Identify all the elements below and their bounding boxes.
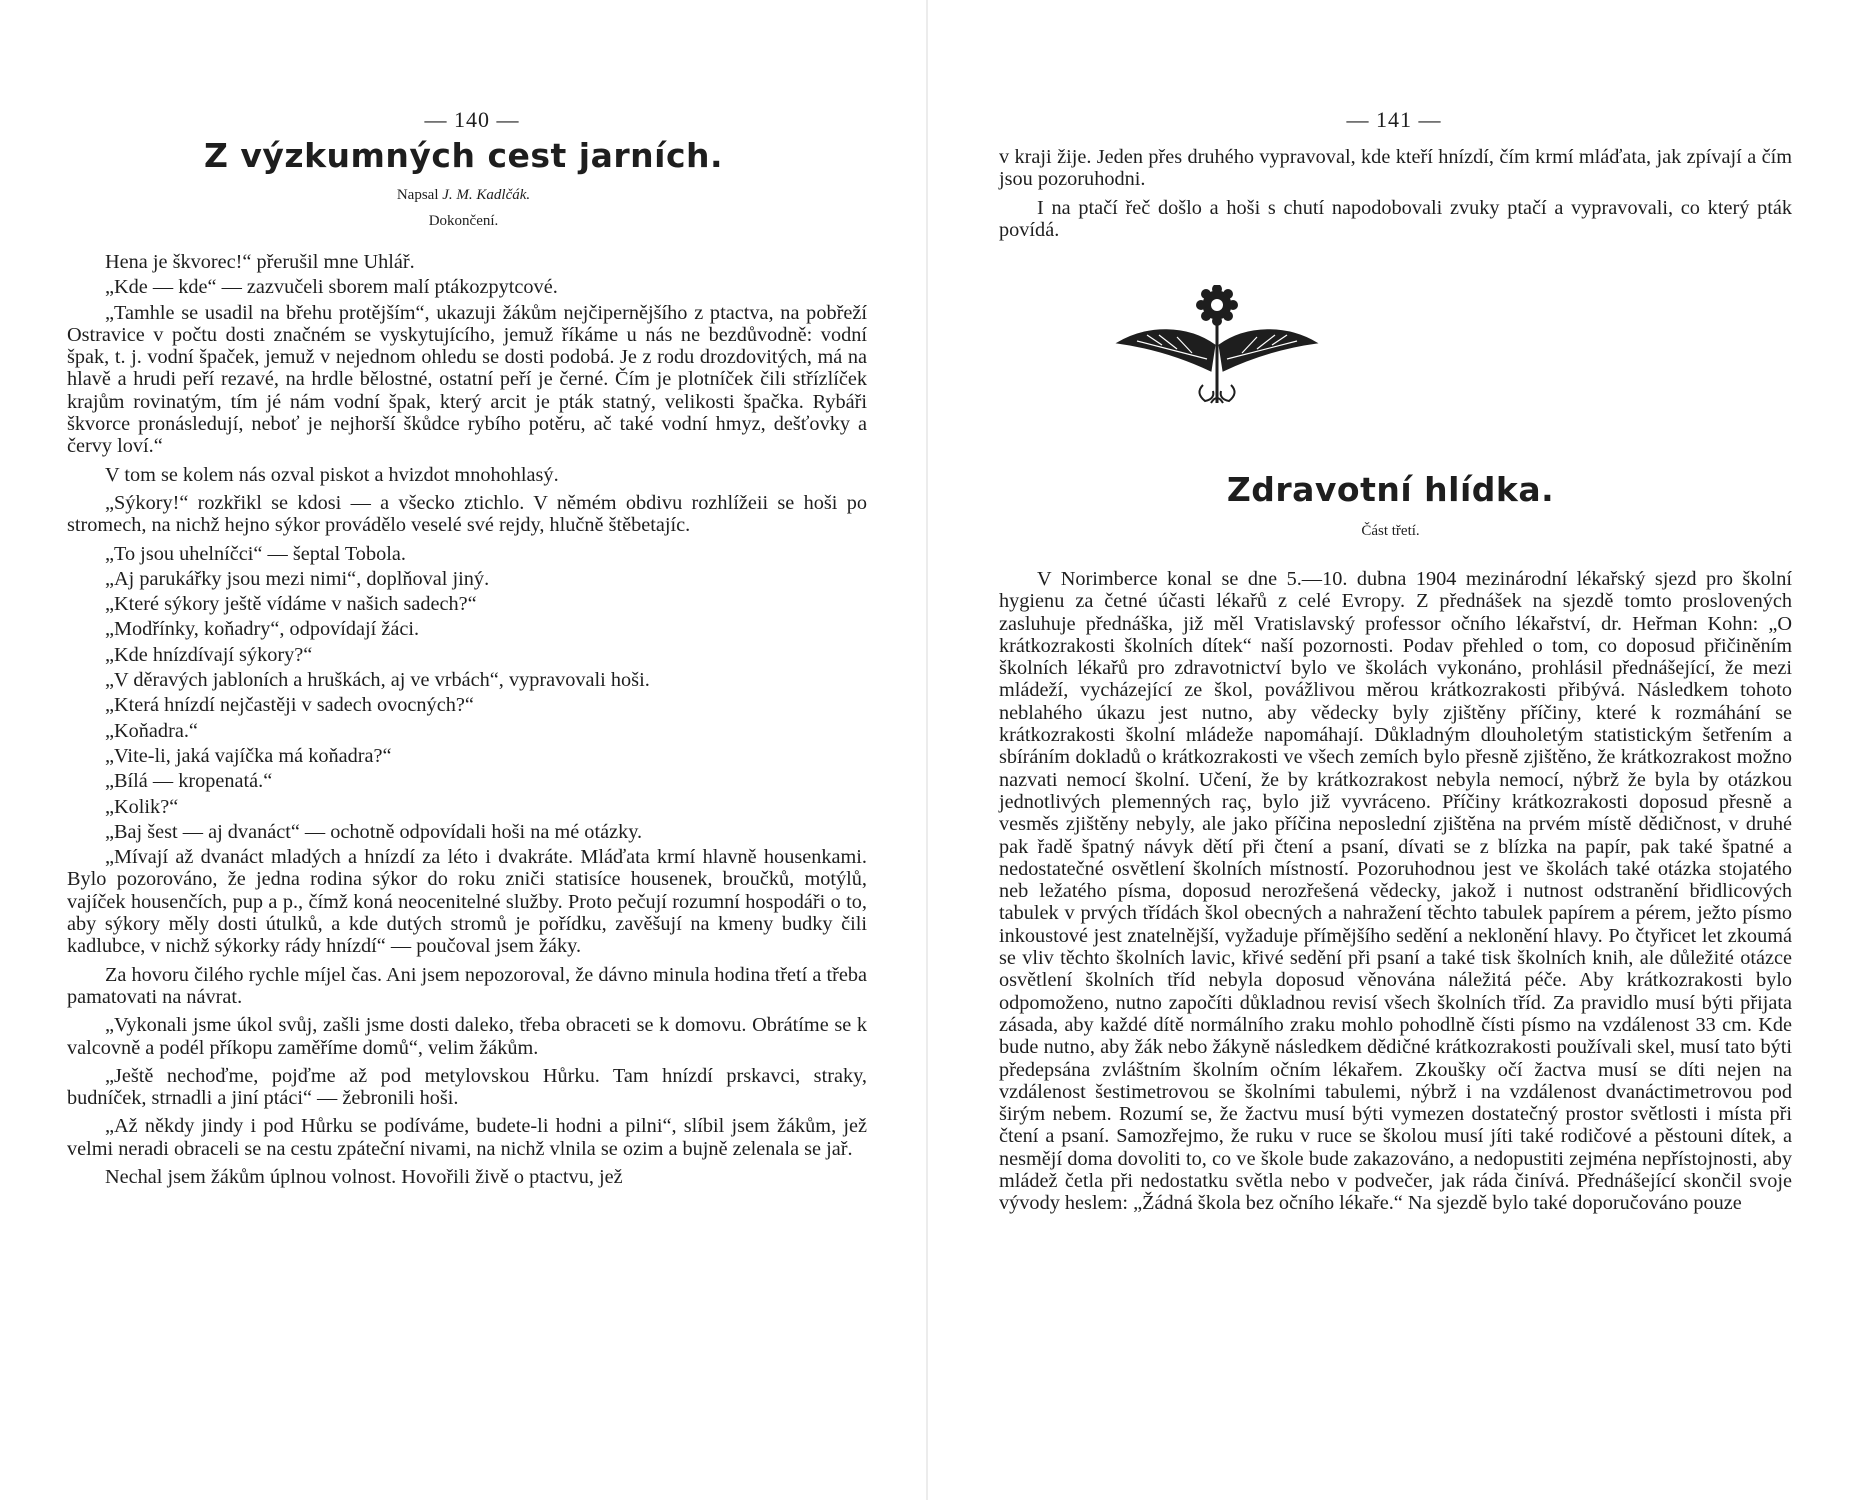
article-subtitle: Dokončení. <box>428 213 499 229</box>
page-number: — 140 — <box>424 107 520 132</box>
paragraph: „Modřínky, koňadry“, odpovídají žáci. <box>105 618 420 641</box>
paragraph: „Kolik?“ <box>105 795 179 818</box>
continuation-text <box>999 146 1792 241</box>
left-text-column <box>67 251 867 1188</box>
paragraph: „Koňadra.“ <box>105 719 198 742</box>
paragraph: „V děravých jabloních a hruškách, aj ve vrbách“, vypravovali hoši. <box>105 669 650 692</box>
paragraph: „Kde hnízdívají sýkory?“ <box>105 643 313 666</box>
paragraph: Za hovoru čilého rychle míjel čas. Ani jsem nepozoroval, že dávno minula hodina třetí a třeba pamatovati na návrat. <box>67 963 867 1008</box>
paragraph: „Baj šest — aj dvanáct“ — ochotně odpovídali hoši na mé otázky. <box>105 820 643 843</box>
paragraph: „Ještě nechoďme, pojďme až pod metylovskou Hůrku. Tam hnízdí prskavci, straky, budníček, strnadli a jiní ptáci“ — žebronili hoši. <box>67 1064 867 1110</box>
right-text-column <box>999 568 1792 1215</box>
paragraph: Nechal jsem žákům úplnou volnost. Hovořili živě o ptactvu, jež <box>105 1165 623 1188</box>
paragraph: „Tamhle se usadil na břehu protějším“, ukazuji žákům nejčipernějšího z ptactva, na pobřeží Ostravice v počtu dosti značném se vyskytujícího, jemuž říkáme u nás ne bezdůvodně: vodní špak, t. j. vodní špaček, jemuž v nejednom ohledu se dosti podobá. Je z rodu drozdovitých, má na hlavě a hrudi peří rezavé, na hrdle bělostné, ostatní peří je černé. Čím je plotníček čili střízlíček krajům rovinatým, tím jé nám vodní špak, který arcit je pták statný, velikosti špačka. Rybáři škvorce pronásledují, neboť je nejhorší škůdce rybího potěru, ač také vodní hmyz, dešťovky a červy loví.“ <box>67 301 867 458</box>
paragraph: „Mívají až dvanáct mladých a hnízdí za léto i dvakráte. Mláďata krmí hlavně housenkami. Bylo pozorováno, že jedna rodina sýkor do roku zniči statisíce housenek, broučků, motýlů, vajíček housenčích, pup a p., čímž koná neocenitelné služby. Proto pečují rozumní hospodáři o to, aby sýkory měly dosti útulků, a kde dutých stromů je pořídku, zavěšují na kmeny budky čili kadlubce, v nichž sýkorky rády hnízdí“ — poučoval jsem žáky. <box>67 846 867 958</box>
byline-prefix: Napsal <box>396 187 439 203</box>
page-number: — 141 — <box>1346 107 1442 132</box>
paragraph: „Vite-li, jaká vajíčka má koňadra?“ <box>105 744 392 767</box>
section-subtitle: Část třetí. <box>1361 523 1420 539</box>
paragraph: V Norimberce konal se dne 5.—10. dubna 1904 mezinárodní lékařský sjezd pro školní hygienu za četné účasti lékařů z celé Evropy. Z přednášek na sjezdě tomto proslovených zasluhuje přednáška, již měl Vratislavský professor očního lékařství, dr. Heřman Kohn: „O krátkozrakosti školních dítek“ naší pozornosti. Podav přehled o tom, co doposud přičiněním školních lékařů pro zdravotnictví bylo ve školách vykonáno, prohlásil přednášející, že mezi mládeží, vycházející ze škol, povážlivou měrou krátkozrakosti přibývá. Následkem tohoto neblahého úkazu jest nutno, aby vědecky byly zjištěny příčiny, které k rozmáhání se krátkozrakosti školní mládeže napomáhají. Důkladným dlouholetým statistickým šetřením a sbíráním dokladů o krátkozrakosti ve všech zemích bylo přesně zjištěno, že krátkozrakost možno nazvati nemocí školní. Učení, že by krátkozrakost nebyla nemocí, nýbrž že byla by otázkou jednotlivých plemenných raç, bylo již vyvráceno. Příčiny krátkozrakosti doposud přesně a vesměs zjištěny nebyly, ale jako příčina neposlední zjištěna na prvém místě dědičnost, v druhé pak řadě špatný návyk dětí při čtení a psaní, dívati se z blízka na papír, pak také špatné a nedostatečné osvětlení školních místností. Pozoruhodnou jest ve školách také otázka stojatého neb ležatého písma, doposud nerozřešená vědecky, jakož i nutnost odstranění břidlicových tabulek v prvých třídách škol obecných a nahražení těchto tabulek papírem a pérem, ježto písmo inkoustové jest znatelnější, vyžaduje přímějšího sedění a neklonění hlavy. Po čtyřicet let zkoumá se vliv těchto školních lavic, křivé sedění při psaní a také tisk školních knih, ale důležité otázce osvětlení školních tříd nebyla doposud věnována náležitá péče. Aby krátkozrakosti bylo odpomoženo, nutno započíti důkladnou revisí všech školních tříd. Za pravidlo musí býti přijata zásada, aby každé dítě normálního zraku mohlo pohodlně čísti písmo na vzdálenost 33 cm. Kde bude nutno, aby žák nebo žákyně následkem dědičné krátkozrakosti používali skel, musí tato býti předepsána zvláštním školním očním lékařem. Zkoušky očí žactva musí se díti nejen na vzdálenost šestimetrovou se školními tabulemi, nýbrž i na vzdálenost dvanáctimetrovou pod širým nebem. Rozumí se, že žactvu musí býti vymezen dostatečný prostor světlosti i místa při čtení a psaní. Samozřejmo, že ruku v ruce se školou musí jíti také rodičové a pěstouni dítek, a nesmějí doma dovoliti to, co ve škole bude zakazováno, a nedopustiti zejména nepřístojnosti, aby mládež četla při nedostatku světla nebo v podvečer, jak ráda činívá. Přednášející skončil svoje vývody heslem: „Žádná škola bez očního lékaře.“ Na sjezdě bylo také doporučováno pouze <box>999 568 1792 1215</box>
paragraph: Hena je škvorec!“ přerušil mne Uhlář. <box>105 251 415 273</box>
paragraph: „Kde — kde“ — zazvučeli sborem malí ptákozpytcové. <box>105 276 558 299</box>
section-title: Zdravotní hlídka. <box>1226 470 1555 509</box>
paragraph: „Která hnízdí nejčastěji v sadech ovocných?“ <box>105 694 474 717</box>
paragraph: „Bílá — kropenatá.“ <box>105 770 273 793</box>
paragraph: v kraji žije. Jeden přes druhého vypravoval, kde kteří hnízdí, čím krmí mláďata, jak zpívají a čím jsou pozoruhodni. <box>999 146 1792 191</box>
paragraph: „Vykonali jsme úkol svůj, zašli jsme dosti daleko, třeba obraceti se k domovu. Obrátíme se k valcovně a podél příkopu zaměříme domů“, velim žákům. <box>67 1014 867 1059</box>
paragraph: „Až někdy jindy i pod Hůrku se podíváme, budete-li hodni a pilni“, slíbil jsem žákům, jež velmi neradi obraceli se na cestu zpáteční nivami, na nichž vlnila se ozim a bujně zelenala se jař. <box>67 1115 867 1160</box>
article-byline <box>0 187 927 204</box>
article-title: Z výzkumných cest jarních. <box>203 136 724 175</box>
paragraph: „Aj parukářky jsou mezi nimi“, doplňoval jiný. <box>105 567 490 590</box>
paragraph: „Které sýkory ještě vídáme v našich sadech?“ <box>105 593 477 616</box>
paragraph: „To jsou uhelníčci“ — šeptal Tobola. <box>105 542 406 565</box>
paragraph: V tom se kolem nás ozval piskot a hvizdot mnohohlasý. <box>105 463 559 486</box>
paragraph: „Sýkory!“ rozkřikl se kdosi — a všecko ztichlo. V němém obdivu rozhlížeii se hoši po stromech, na nichž hejno sýkor provádělo veselé své rejdy, hlučně štěbetajíc. <box>67 491 867 537</box>
byline-author: J. M. Kadlčák. <box>442 187 531 203</box>
flower-ornament-icon <box>1107 285 1327 415</box>
paragraph: I na ptačí řeč došlo a hoši s chutí napodobovali zvuky ptačí a vypravovali, co který pták povídá. <box>999 196 1792 241</box>
right-page <box>927 0 1854 1500</box>
